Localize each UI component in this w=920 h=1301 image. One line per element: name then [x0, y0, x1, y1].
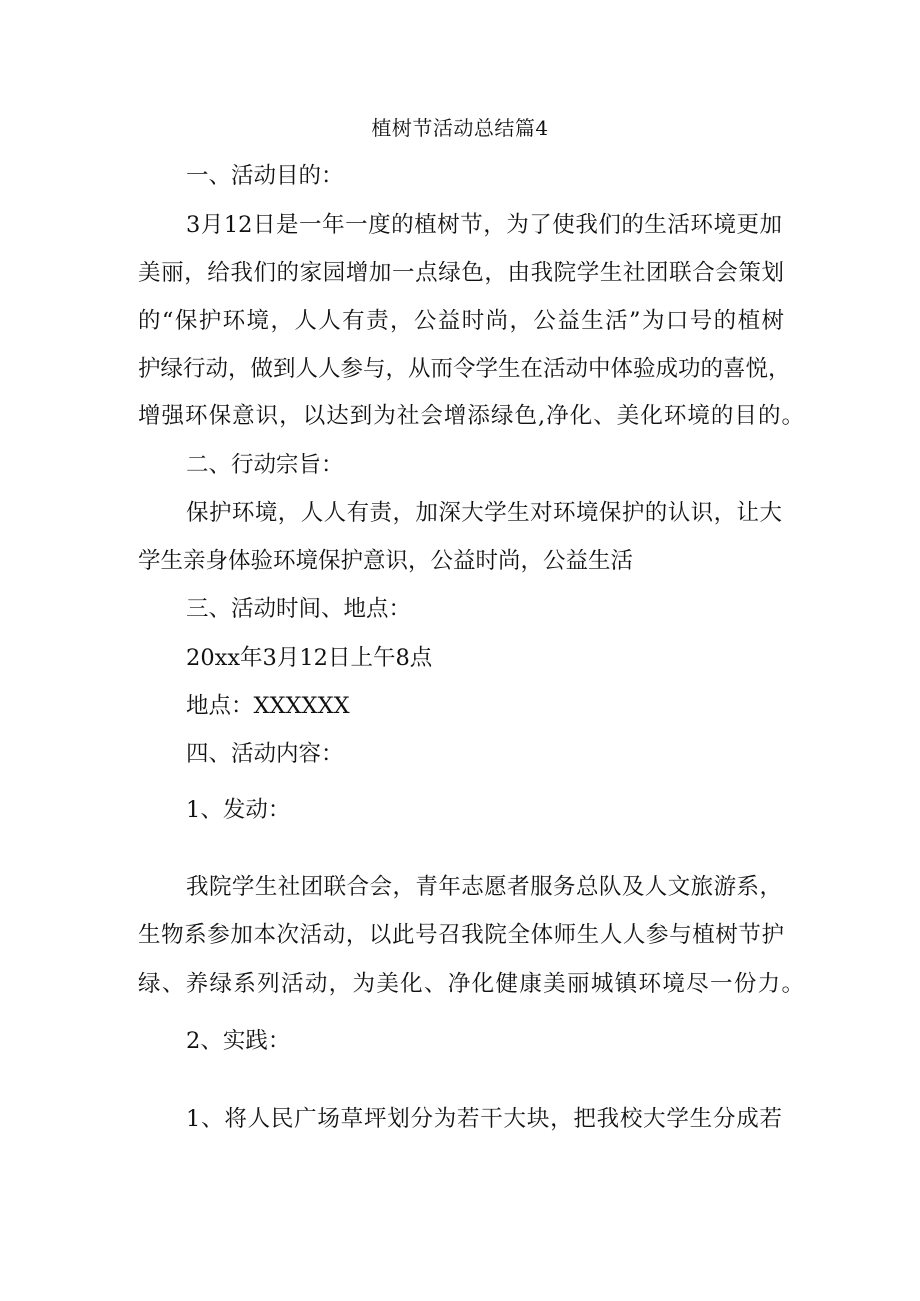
paragraph-line: 美丽，给我们的家园增加一点绿色，由我院学生社团联合会策划 — [138, 260, 784, 286]
paragraph-line: 我院学生社团联合会，青年志愿者服务总队及人文旅游系， — [186, 874, 782, 900]
place-value: 地点：XXXXXX — [186, 693, 350, 719]
section-heading-aim: 二、行动宗旨： — [186, 452, 344, 478]
subheading-launch: 1、发动： — [186, 797, 291, 823]
section-heading-purpose: 一、活动目的： — [186, 163, 344, 189]
paragraph-line: 生物系参加本次活动，以此号召我院全体师生人人参与植树节护 — [138, 922, 784, 948]
document-title: 植树节活动总结篇4 — [371, 116, 549, 140]
paragraph-line: 的“保护环境，人人有责，公益时尚，公益生活”为口号的植树 — [138, 308, 784, 334]
paragraph-line: 1、将人民广场草坪划分为若干大块，把我校大学生分成若 — [186, 1106, 782, 1132]
paragraph-line: 增强环保意识，以达到为社会增添绿色,净化、美化环境的目的。 — [138, 403, 804, 429]
paragraph-line: 学生亲身体验环境保护意识，公益时尚，公益生活 — [138, 548, 634, 574]
time-value: 20xx年3月12日上午8点 — [186, 645, 433, 671]
paragraph-line: 3月12日是一年一度的植树节，为了使我们的生活环境更加 — [186, 212, 782, 238]
subheading-practice: 2、实践： — [186, 1028, 291, 1054]
section-heading-content: 四、活动内容： — [186, 741, 344, 767]
paragraph-line: 护绿行动，做到人人参与，从而令学生在活动中体验成功的喜悦， — [138, 356, 791, 382]
paragraph-line: 保护环境，人人有责，加深大学生对环境保护的认识，让大 — [186, 500, 782, 526]
paragraph-line: 绿、养绿系列活动，为美化、净化健康美丽城镇环境尽一份力。 — [138, 971, 804, 997]
section-heading-time: 三、活动时间、地点： — [186, 596, 412, 622]
